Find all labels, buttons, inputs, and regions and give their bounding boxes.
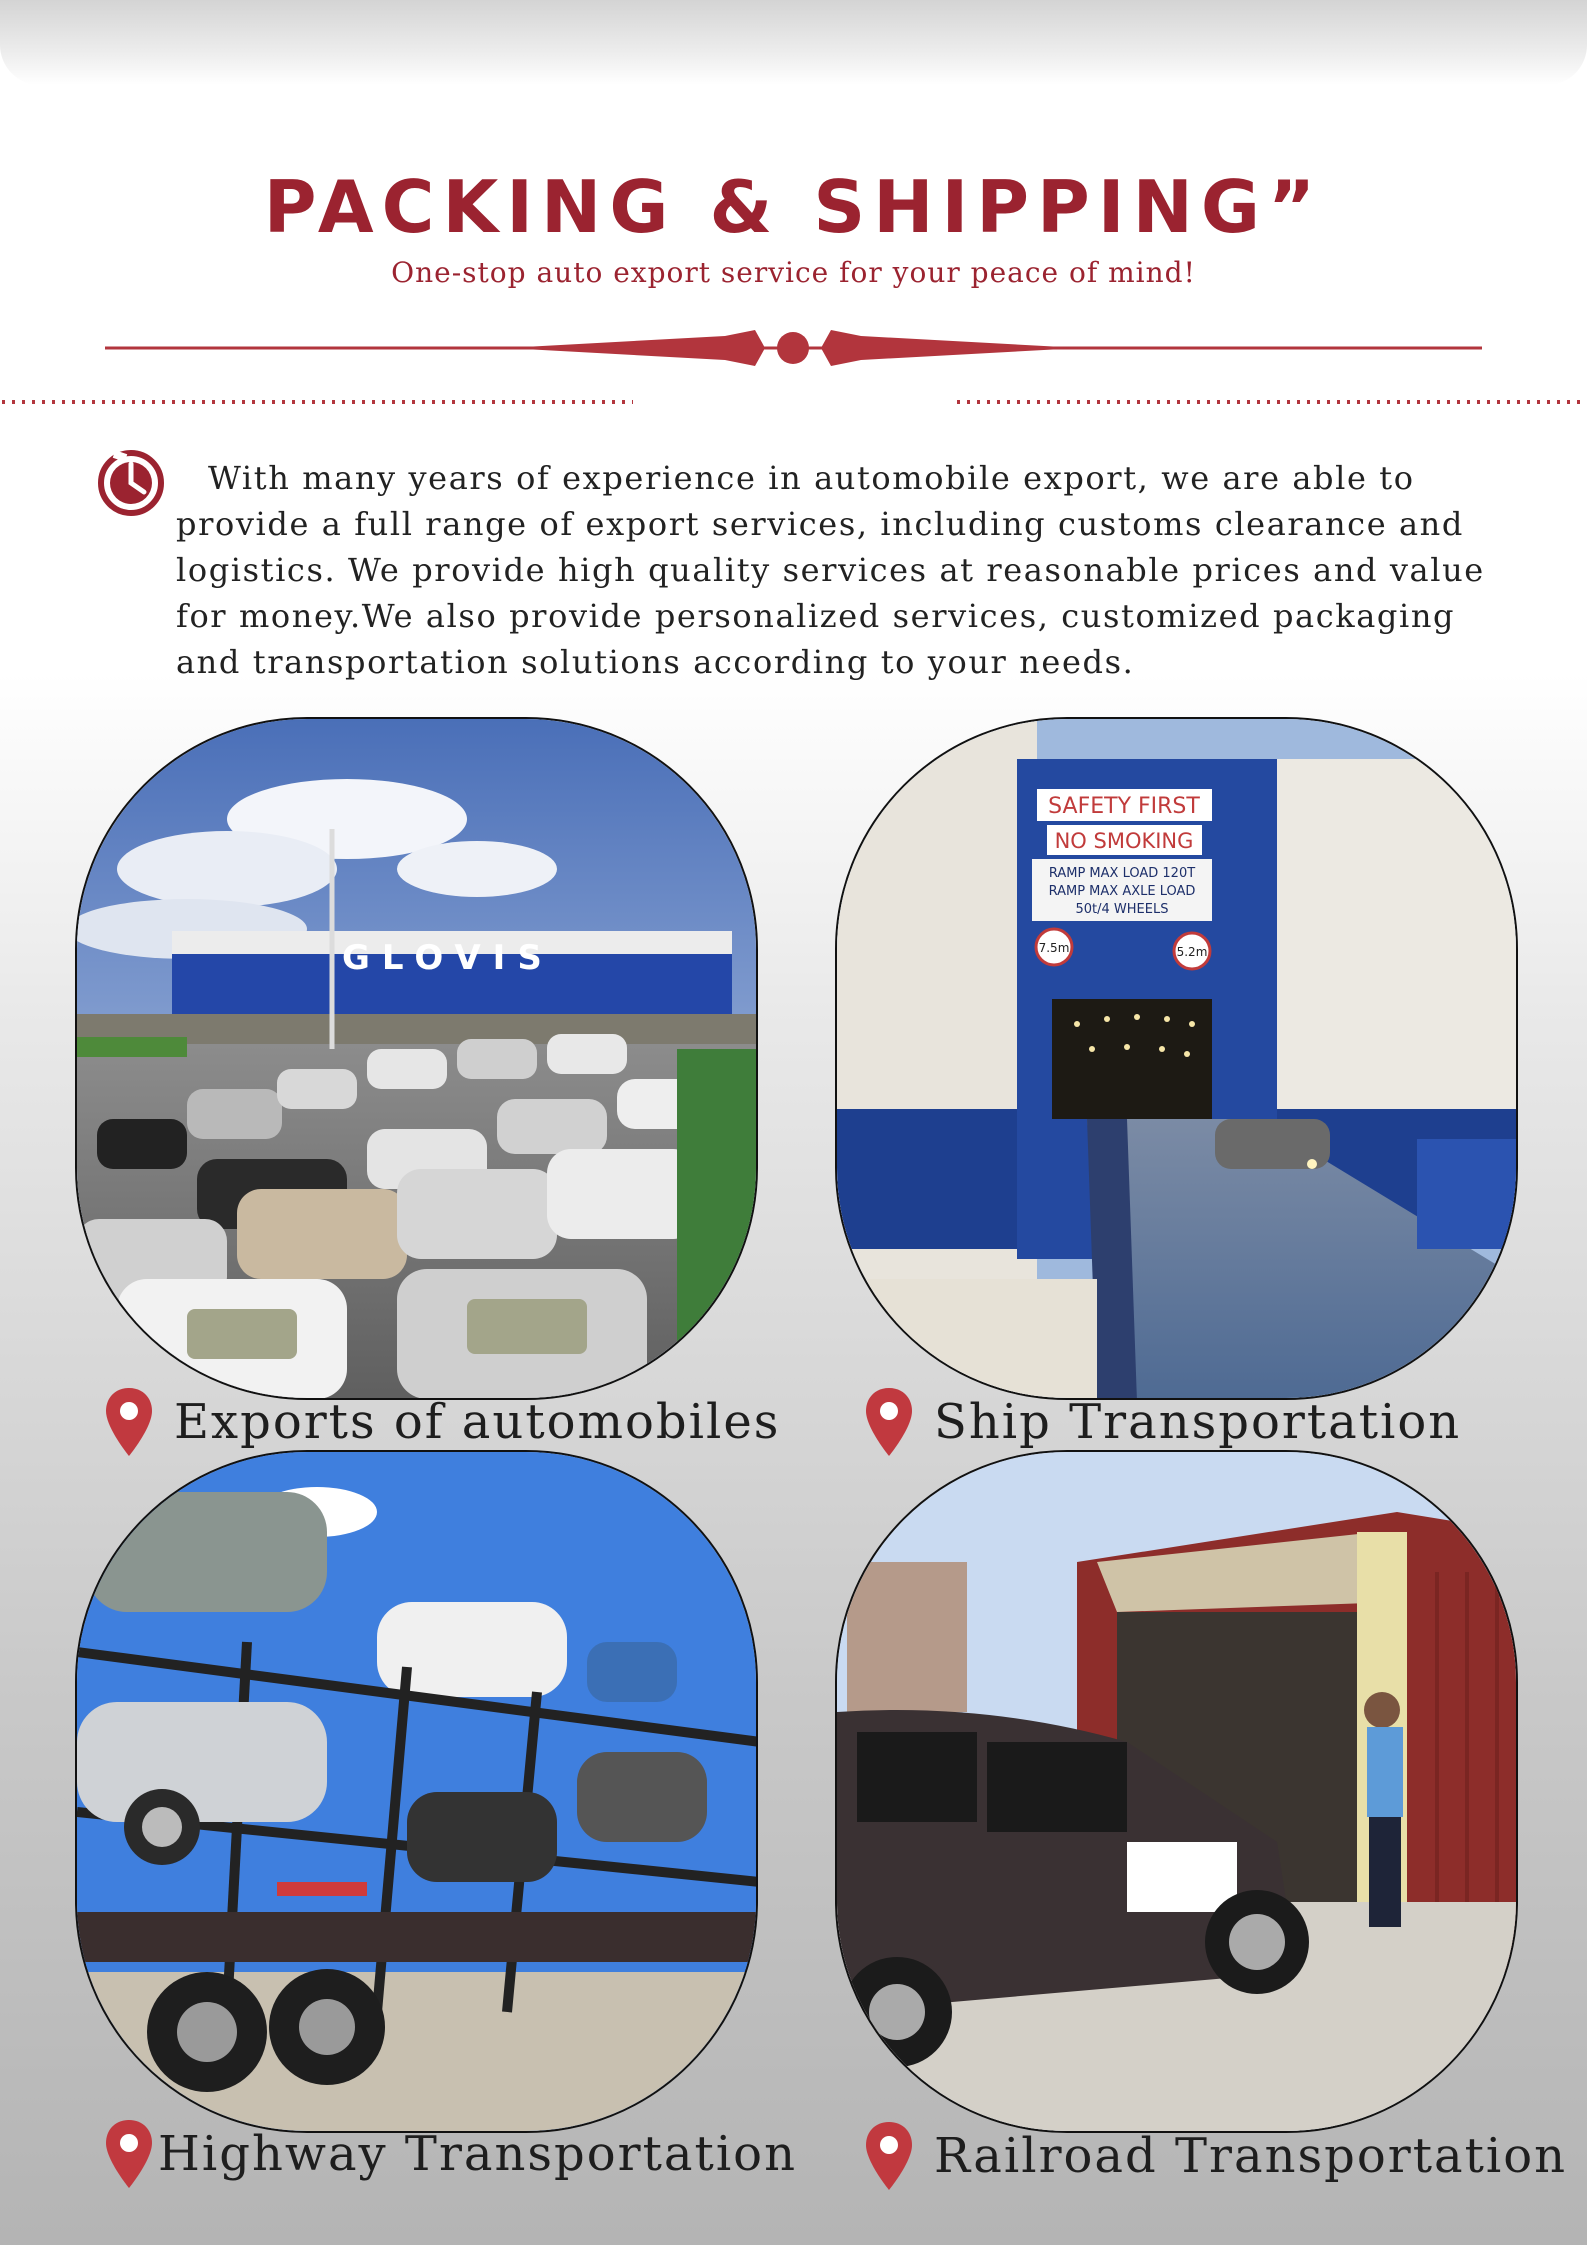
location-pin-icon [104, 2118, 154, 2190]
dotted-rule-left [0, 398, 635, 406]
roro-ship-photo [835, 717, 1518, 1400]
sign-ramp-load: RAMP MAX LOAD 120T [1048, 866, 1196, 881]
sign-axle-load: RAMP MAX AXLE LOAD [1048, 884, 1196, 899]
rail-car-loading-photo [835, 1450, 1518, 2133]
caption-label: Railroad Transportation [934, 2128, 1568, 2184]
caption-label: Exports of automobiles [174, 1394, 781, 1450]
caption-exports [104, 1382, 780, 1462]
clock-icon [96, 448, 166, 518]
height-right: 5.2m [1176, 945, 1208, 959]
ornamental-divider [105, 322, 1482, 372]
car-export-port-photo [75, 717, 758, 1400]
location-pin-icon [864, 2120, 914, 2192]
page-subtitle: One-stop auto export service for your peace of mind! [391, 256, 1196, 289]
caption-label: Ship Transportation [934, 1394, 1462, 1450]
dotted-rule-right [955, 398, 1587, 406]
location-pin-icon [104, 1386, 154, 1458]
caption-railroad [864, 2116, 1567, 2196]
caption-highway [104, 2114, 797, 2194]
page-title: PACKING & SHIPPING” [263, 165, 1324, 249]
height-left: 7.5m [1038, 941, 1070, 955]
intro-paragraph: With many years of experience in automobile export, we are able to provide a full range of export services, including customs clearance and logistics. We provide high quality services at reasonable prices and value for money.We also provide personalized services, customized packaging and transportation solutions according to your needs. [176, 459, 1485, 681]
car-carrier-truck-photo [75, 1450, 758, 2133]
ship-name: GLOVIS [342, 938, 554, 978]
caption-label: Highway Transportation [158, 2126, 797, 2182]
sign-wheels: 50t/4 WHEELS [1075, 902, 1169, 917]
caption-ship [864, 1382, 1461, 1462]
top-band [0, 0, 1587, 85]
sign-no-smoking: NO SMOKING [1054, 829, 1194, 853]
sign-safety: SAFETY FIRST [1048, 794, 1200, 819]
location-pin-icon [864, 1386, 914, 1458]
